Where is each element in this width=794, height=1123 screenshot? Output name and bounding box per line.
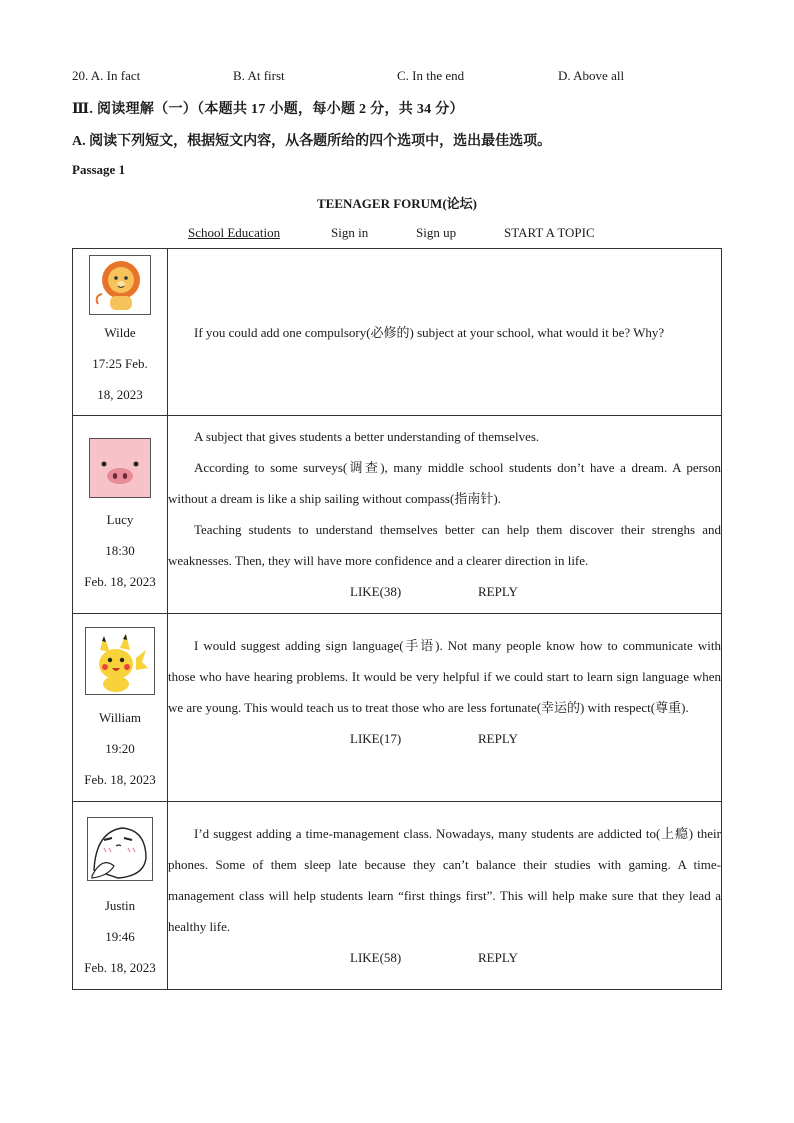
post-date: 18, 2023 — [97, 387, 143, 402]
post-time: 17:25 Feb. — [92, 356, 148, 371]
username[interactable]: Wilde — [104, 325, 136, 340]
post-paragraph: I’d suggest adding a time-management class. Nowadays, many students are addicted to(上瘾) their phones. Some of them sleep late because they can’t balance their studies with gaming. A time-management class will help students learn “first things first”. This will help make sure that they lead a healthy life. — [168, 826, 721, 934]
nav-school-education[interactable]: School Education — [188, 225, 281, 240]
username[interactable]: Justin — [104, 898, 136, 913]
user-cell — [73, 802, 168, 990]
cartoon-face-icon — [87, 817, 153, 881]
post-time: 19:46 — [105, 929, 135, 944]
like-button[interactable]: LIKE(17) — [350, 731, 402, 746]
forum-post — [73, 802, 722, 990]
forum-table — [72, 248, 722, 990]
nav-sign-up[interactable]: Sign up — [416, 225, 457, 240]
post-paragraph: If you could add one compulsory(必修的) subject at your school, what would it be? Why? — [194, 324, 665, 340]
post-content — [168, 614, 722, 802]
post-paragraph: Teaching students to understand themselves better can help them discover their strenghs and weaknesses. Then, they will have more confidence and a clearer direction in life. — [168, 522, 721, 568]
option-b: B. At first — [233, 68, 285, 83]
post-paragraph: A subject that gives students a better understanding of themselves. — [194, 429, 540, 444]
pikachu-icon — [85, 627, 155, 695]
user-cell — [73, 416, 168, 614]
username[interactable]: Lucy — [106, 512, 134, 527]
post-date: Feb. 18, 2023 — [84, 574, 156, 589]
reply-button[interactable]: REPLY — [478, 731, 518, 746]
post-date: Feb. 18, 2023 — [84, 772, 156, 787]
username[interactable]: William — [98, 710, 142, 725]
user-cell — [73, 249, 168, 416]
option-d: D. Above all — [558, 68, 625, 83]
post-content — [168, 416, 722, 614]
post-actions — [168, 576, 721, 607]
option-a: 20. A. In fact — [72, 68, 141, 83]
post-date: Feb. 18, 2023 — [84, 960, 156, 975]
post-time: 19:20 — [105, 741, 135, 756]
section-instruction: A. 阅读下列短文，根据短文内容，从各题所给的四个选项中，选出最佳选项。 — [72, 134, 552, 149]
forum-post — [73, 614, 722, 802]
post-actions — [168, 723, 721, 754]
reply-button[interactable]: REPLY — [478, 584, 518, 599]
nav-sign-in[interactable]: Sign in — [331, 225, 369, 240]
pig-icon — [89, 438, 151, 498]
post-content — [168, 249, 722, 416]
forum-title: TEENAGER FORUM(论坛) — [317, 196, 477, 211]
post-time: 18:30 — [105, 543, 135, 558]
passage-label: Passage 1 — [72, 162, 126, 177]
post-paragraph: I would suggest adding sign language(手语). Not many people know how to communicate with those who have hearing problems. It would be very helpful if we could start to learn sign language when we are young. This would teach us to treat those who are less fortunate(幸运的) with respect(尊重). — [168, 638, 721, 715]
like-button[interactable]: LIKE(58) — [350, 950, 402, 965]
post-content — [168, 802, 722, 990]
nav-start-topic[interactable]: START A TOPIC — [504, 225, 595, 240]
question-20-options — [72, 68, 722, 86]
forum-nav — [0, 225, 794, 243]
user-cell — [73, 614, 168, 802]
option-c: C. In the end — [397, 68, 465, 83]
forum-post — [73, 249, 722, 416]
like-button[interactable]: LIKE(38) — [350, 584, 402, 599]
section-title: Ⅲ. 阅读理解（一）（本题共 17 小题，每小题 2 分，共 34 分） — [72, 102, 464, 117]
lion-icon — [89, 255, 151, 315]
post-paragraph: According to some surveys(调查), many middle school students don’t have a dream. A person without a dream is like a ship sailing without compass(指南针). — [168, 460, 721, 506]
forum-post — [73, 416, 722, 614]
reply-button[interactable]: REPLY — [478, 950, 518, 965]
post-actions — [168, 942, 721, 973]
